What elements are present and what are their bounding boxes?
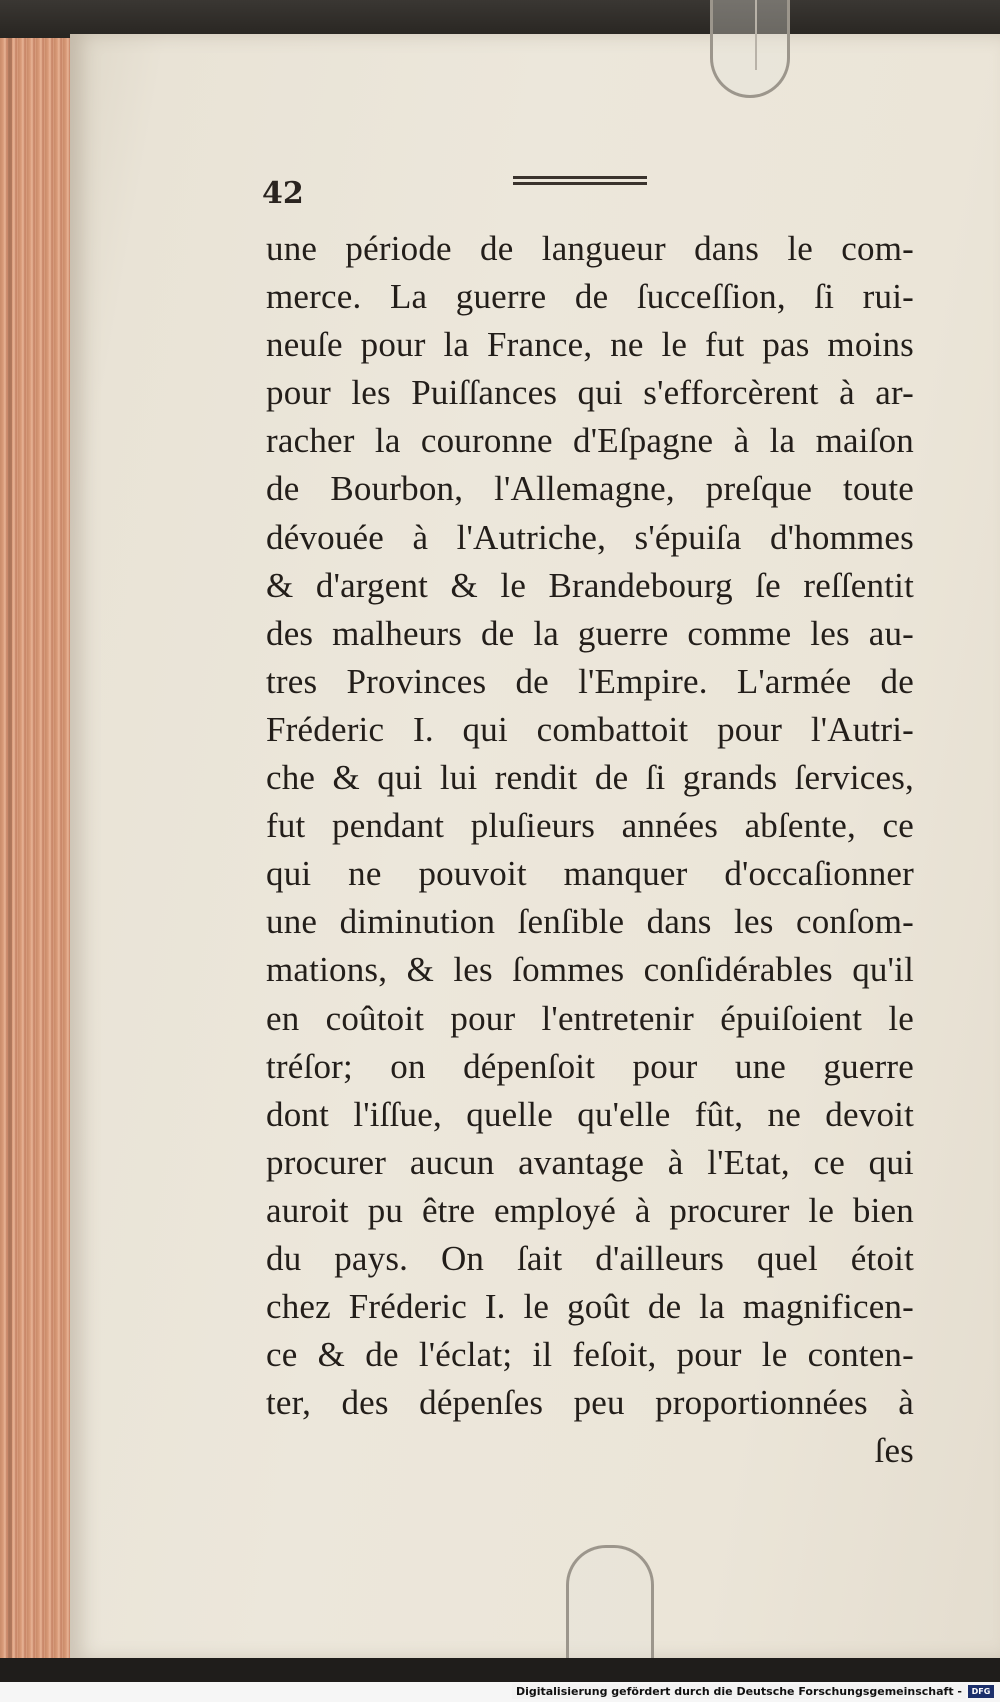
digitization-credit: Digitalisierung gefördert durch die Deutsche Forschungsgemeinschaft - <box>512 1684 966 1699</box>
top-clip-wire <box>755 0 757 70</box>
text-line: Fréderic I. qui combattoit pour l'Autri- <box>266 709 914 749</box>
text-line: dont l'iſſue, quelle qu'elle fût, ne devoit <box>266 1094 914 1134</box>
top-page-clip <box>710 0 790 98</box>
text-line: pour les Puiſſances qui s'efforcèrent à ar- <box>266 373 914 413</box>
body-text <box>266 225 914 1475</box>
text-line: neuſe pour la France, ne le fut pas moins <box>266 325 914 365</box>
dfg-logo: DFG <box>968 1685 994 1698</box>
text-line: che & qui lui rendit de ſi grands ſervices, <box>266 758 914 798</box>
text-line: chez Fréderic I. le goût de la magnificen- <box>266 1287 914 1327</box>
text-line: racher la couronne d'Eſpagne à la maiſon <box>266 421 914 461</box>
text-line: une diminution ſenſible dans les conſom- <box>266 902 914 942</box>
scan-bottom-edge <box>0 1658 1000 1684</box>
page-edge-shadow <box>8 38 12 1660</box>
text-line: des malheurs de la guerre comme les au- <box>266 613 914 653</box>
catchword: ſes <box>874 1431 914 1471</box>
text-line: ter, des dépenſes peu proportionnées à <box>266 1383 914 1423</box>
text-line: ce & de l'éclat; il feſoit, pour le conten- <box>266 1335 914 1375</box>
text-line: dévouée à l'Autriche, s'épuiſa d'hommes <box>266 517 914 557</box>
text-line: & d'argent & le Brandebourg ſe reſſentit <box>266 565 914 605</box>
text-line: merce. La guerre de ſucceſſion, ſi rui- <box>266 277 914 317</box>
text-line: de Bourbon, l'Allemagne, preſque toute <box>266 469 914 509</box>
text-line: en coûtoit pour l'entretenir épuiſoient le <box>266 998 914 1038</box>
text-line: tréſor; on dépenſoit pour une guerre <box>266 1046 914 1086</box>
text-line: une période de langueur dans le com- <box>266 229 914 268</box>
text-line: qui ne pouvoit manquer d'occaſionner <box>266 854 914 894</box>
page-number: 42 <box>262 176 304 211</box>
text-line: auroit pu être employé à procurer le bien <box>266 1190 914 1230</box>
book-page-edges <box>0 38 72 1660</box>
header-ornament-rule <box>513 176 647 186</box>
text-line: fut pendant pluſieurs années abſente, ce <box>266 806 914 846</box>
text-line: tres Provinces de l'Empire. L'armée de <box>266 661 914 701</box>
text-line: procurer aucun avantage à l'Etat, ce qui <box>266 1142 914 1182</box>
text-line: mations, & les ſommes conſidérables qu'il <box>266 950 914 990</box>
text-line: du pays. On ſait d'ailleurs quel étoit <box>266 1238 914 1278</box>
